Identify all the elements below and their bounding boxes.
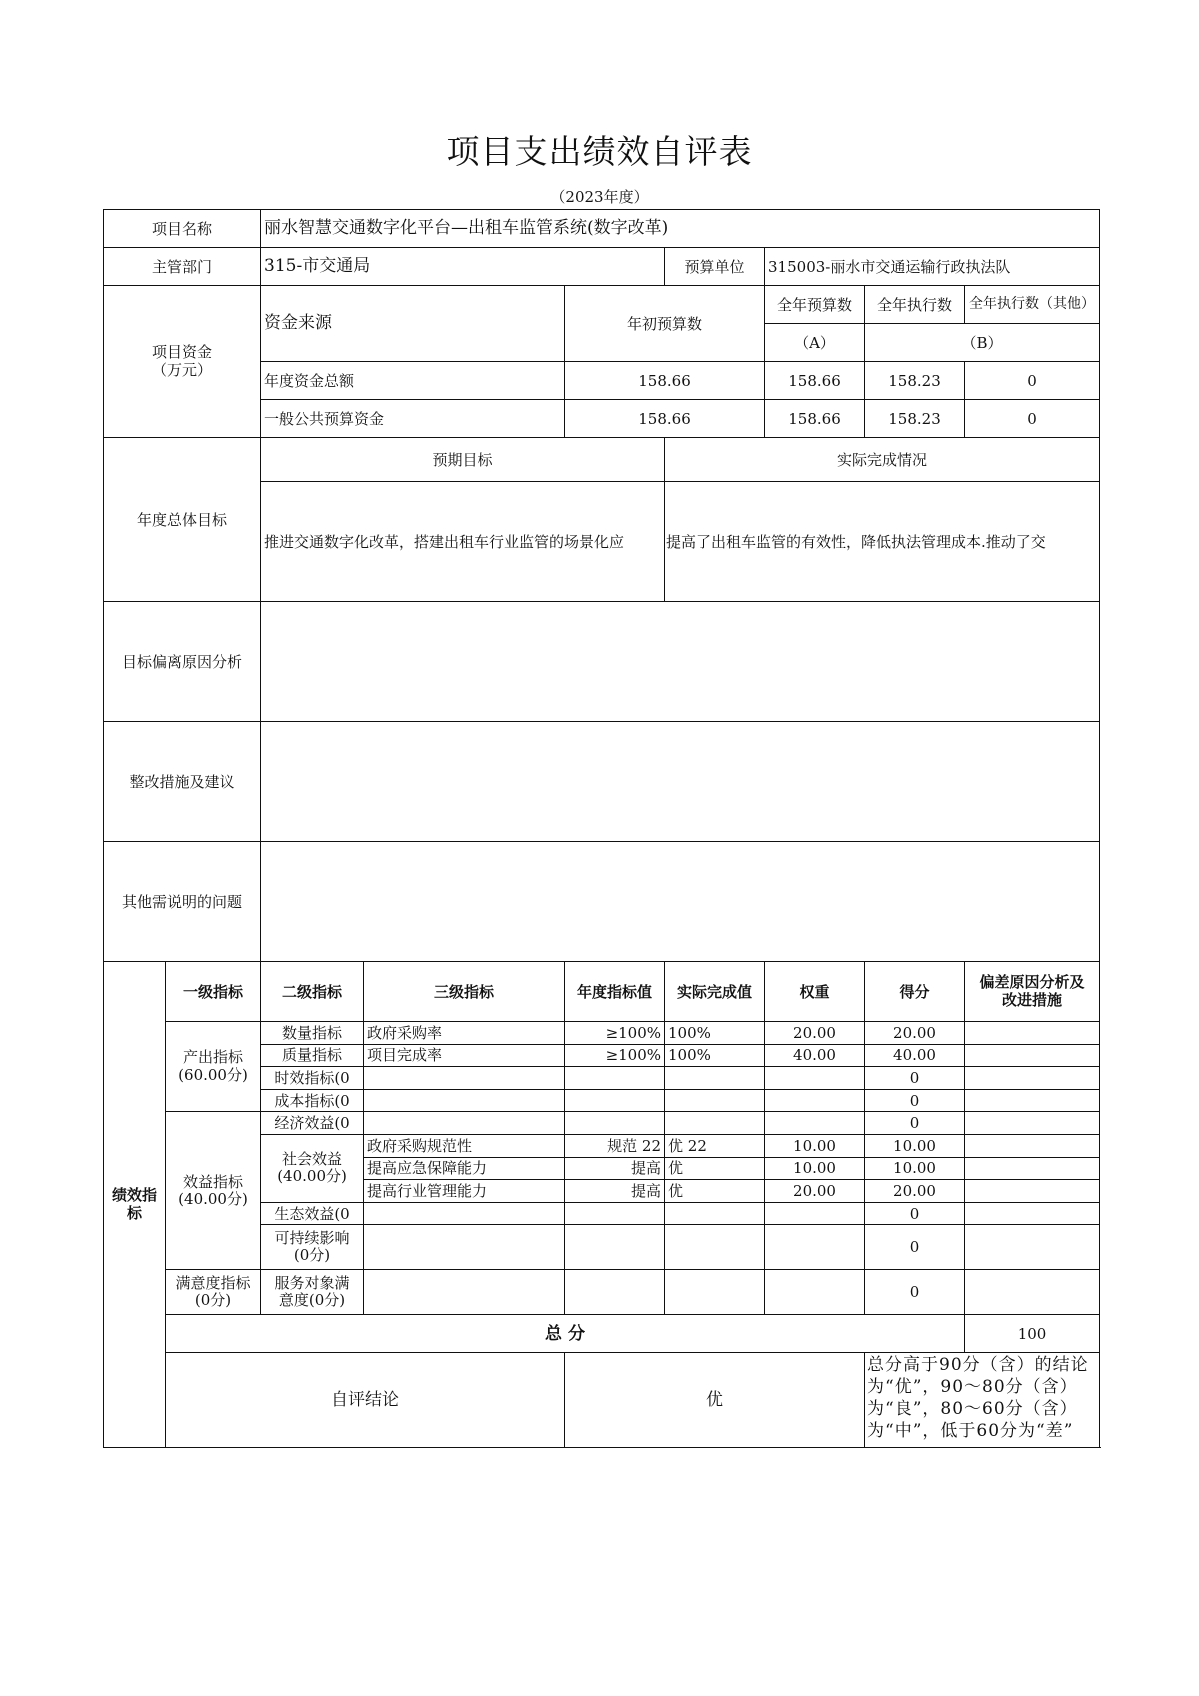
goals-header-row [104, 438, 1100, 482]
weight-value [765, 1270, 865, 1315]
weight-value [765, 1112, 865, 1135]
funds-full-budget: 158.66 [765, 400, 865, 438]
score-value: 40.00 [865, 1044, 965, 1067]
target-value: 规范 22 [565, 1134, 665, 1157]
actual-value [665, 1225, 765, 1270]
sustainable-impact-label-line2: (0分) [293, 1246, 331, 1265]
service-satisfaction-label-line1: 服务对象满 [274, 1274, 350, 1293]
funds-executed: 158.23 [865, 400, 965, 438]
target-value: 提高 [565, 1157, 665, 1180]
deviation-analysis-header-line1: 偏差原因分析及 [979, 973, 1085, 992]
satisfaction-indicator-label-line1: 满意度指标 [175, 1274, 251, 1293]
actual-status-header: 实际完成情况 [665, 438, 1100, 482]
output-indicator-label-line1: 产出指标 [183, 1048, 244, 1067]
indicator-row [104, 1112, 1100, 1135]
deviation-note [965, 1202, 1100, 1225]
funds-full-budget: 158.66 [765, 362, 865, 400]
budget-unit-label: 预算单位 [665, 248, 765, 286]
actual-value [665, 1270, 765, 1315]
department-label: 主管部门 [104, 248, 261, 286]
project-name-value: 丽水智慧交通数字化平台—出租车监管系统(数字改革) [261, 210, 1100, 248]
deviation-note [965, 1067, 1100, 1090]
rectify-text [261, 722, 1100, 842]
level2-indicator: 生态效益(0 [261, 1202, 364, 1225]
funds-source: 年度资金总额 [261, 362, 565, 400]
indicator-row [104, 1022, 1100, 1045]
level3-indicator [364, 1225, 565, 1270]
output-indicator-label-line2: (60.00分) [178, 1065, 248, 1084]
target-value [565, 1067, 665, 1090]
project-name-label: 项目名称 [104, 210, 261, 248]
score-value: 20.00 [865, 1022, 965, 1045]
performance-indicator-label [104, 962, 166, 1448]
project-funds-label-line2: （万元） [152, 360, 213, 379]
level1-header: 一级指标 [166, 962, 261, 1022]
social-benefit-label [261, 1134, 364, 1202]
score-value: 0 [865, 1270, 965, 1315]
actual-value [665, 1089, 765, 1112]
score-header: 得分 [865, 962, 965, 1022]
annual-goal-label: 年度总体目标 [104, 438, 261, 602]
target-value [565, 1089, 665, 1112]
score-value: 10.00 [865, 1134, 965, 1157]
target-value: ≥100% [565, 1022, 665, 1045]
weight-value [765, 1225, 865, 1270]
funds-code-a: （A） [765, 324, 865, 362]
social-benefit-label-line1: 社会效益 [282, 1150, 343, 1169]
target-value [565, 1225, 665, 1270]
weight-value: 10.00 [765, 1134, 865, 1157]
budget-unit-value: 315003-丽水市交通运输行政执法队 [765, 248, 1100, 286]
deviation-text [261, 602, 1100, 722]
deviation-note [965, 1180, 1100, 1203]
level3-indicator: 政府采购规范性 [364, 1134, 565, 1157]
level2-indicator: 质量指标 [261, 1044, 364, 1067]
benefit-indicator-label-line1: 效益指标 [183, 1172, 244, 1191]
weight-value [765, 1089, 865, 1112]
weight-value [765, 1067, 865, 1090]
target-value [565, 1270, 665, 1315]
weight-value [765, 1202, 865, 1225]
funds-code-b: （B） [865, 324, 1100, 362]
total-label: 总 分 [166, 1315, 965, 1353]
deviation-analysis-header [965, 962, 1100, 1022]
actual-value [665, 1067, 765, 1090]
weight-value: 40.00 [765, 1044, 865, 1067]
target-value: 提高 [565, 1180, 665, 1203]
actual-value: 优 [665, 1157, 765, 1180]
other-issues-text [261, 842, 1100, 962]
actual-value: 优 [665, 1180, 765, 1203]
funds-executed: 158.23 [865, 362, 965, 400]
funds-executed-header: 全年执行数 [865, 286, 965, 324]
deviation-note [965, 1134, 1100, 1157]
expected-goal-text: 推进交通数字化改革，搭建出租车行业监管的场景化应 [261, 482, 665, 602]
deviation-note [965, 1157, 1100, 1180]
department-value: 315-市交通局 [261, 248, 665, 286]
conclusion-note: 总分高于90分（含）的结论为“优”，90～80分（含）为“良”，80～60分（含）为“中”，低于60分为“差” [867, 1355, 1089, 1441]
funds-executed-other: 0 [965, 400, 1100, 438]
project-name-row [104, 210, 1100, 248]
score-value: 0 [865, 1089, 965, 1112]
conclusion-value: 优 [565, 1353, 865, 1448]
rectify-row [104, 722, 1100, 842]
score-value: 20.00 [865, 1180, 965, 1203]
actual-value: 优 22 [665, 1134, 765, 1157]
social-benefit-label-line2: (40.00分) [277, 1167, 347, 1186]
total-row [104, 1315, 1100, 1353]
deviation-row [104, 602, 1100, 722]
other-issues-label: 其他需说明的问题 [104, 842, 261, 962]
satisfaction-indicator-label-line2: (0分) [194, 1291, 232, 1310]
output-indicator-label [166, 1022, 261, 1112]
deviation-note [965, 1112, 1100, 1135]
deviation-note [965, 1270, 1100, 1315]
level3-indicator [364, 1112, 565, 1135]
weight-header: 权重 [765, 962, 865, 1022]
page-title: 项目支出绩效自评表 [446, 132, 753, 171]
deviation-analysis-header-line2: 改进措施 [1002, 990, 1063, 1009]
other-issues-row [104, 842, 1100, 962]
score-value: 0 [865, 1067, 965, 1090]
actual-value: 100% [665, 1044, 765, 1067]
level3-indicator [364, 1089, 565, 1112]
total-weight: 100 [965, 1315, 1100, 1353]
benefit-indicator-label [166, 1112, 261, 1270]
actual-value: 100% [665, 1022, 765, 1045]
funds-initial: 158.66 [565, 400, 765, 438]
funds-header-row [104, 286, 1100, 324]
deviation-label: 目标偏离原因分析 [104, 602, 261, 722]
level3-indicator: 提高应急保障能力 [364, 1157, 565, 1180]
level3-indicator: 提高行业管理能力 [364, 1180, 565, 1203]
deviation-note [965, 1044, 1100, 1067]
level2-indicator: 成本指标(0 [261, 1089, 364, 1112]
self-evaluation-table [103, 209, 1100, 1448]
level2-header: 二级指标 [261, 962, 364, 1022]
rectify-label: 整改措施及建议 [104, 722, 261, 842]
deviation-note [965, 1225, 1100, 1270]
level3-indicator: 项目完成率 [364, 1044, 565, 1067]
deviation-note [965, 1089, 1100, 1112]
weight-value: 20.00 [765, 1180, 865, 1203]
score-value: 0 [865, 1112, 965, 1135]
target-value-header: 年度指标值 [565, 962, 665, 1022]
level3-indicator [364, 1202, 565, 1225]
performance-indicator-label-line1: 绩效指 [111, 1186, 157, 1205]
level3-indicator [364, 1067, 565, 1090]
service-satisfaction-label-line2: 意度(0分) [278, 1291, 346, 1310]
funds-executed-other-header: 全年执行数（其他） [965, 286, 1100, 324]
indicator-header-row [104, 962, 1100, 1022]
satisfaction-indicator-label [166, 1270, 261, 1315]
score-value: 10.00 [865, 1157, 965, 1180]
funds-full-budget-header: 全年预算数 [765, 286, 865, 324]
project-funds-label-line1: 项目资金 [152, 343, 213, 362]
sustainable-impact-label-line1: 可持续影响 [274, 1229, 350, 1248]
score-value: 0 [865, 1202, 965, 1225]
report-year: （2023年度） [550, 188, 649, 206]
weight-value: 20.00 [765, 1022, 865, 1045]
funds-initial-header: 年初预算数 [565, 286, 765, 362]
conclusion-row [104, 1353, 1100, 1448]
level3-header: 三级指标 [364, 962, 565, 1022]
conclusion-note-cell [865, 1353, 1100, 1448]
sustainable-impact-label [261, 1225, 364, 1270]
level2-indicator: 数量指标 [261, 1022, 364, 1045]
project-funds-label [104, 286, 261, 438]
actual-value-header: 实际完成值 [665, 962, 765, 1022]
level3-indicator [364, 1270, 565, 1315]
level2-indicator: 时效指标(0 [261, 1067, 364, 1090]
benefit-indicator-label-line2: (40.00分) [178, 1189, 248, 1208]
target-value [565, 1202, 665, 1225]
score-value: 0 [865, 1225, 965, 1270]
funds-source-header: 资金来源 [261, 286, 565, 362]
funds-source: 一般公共预算资金 [261, 400, 565, 438]
target-value [565, 1112, 665, 1135]
actual-value [665, 1202, 765, 1225]
conclusion-label: 自评结论 [166, 1353, 565, 1448]
level3-indicator: 政府采购率 [364, 1022, 565, 1045]
service-satisfaction-label [261, 1270, 364, 1315]
funds-executed-other: 0 [965, 362, 1100, 400]
performance-indicator-label-line2: 标 [126, 1203, 142, 1222]
deviation-note [965, 1022, 1100, 1045]
department-row [104, 248, 1100, 286]
weight-value: 10.00 [765, 1157, 865, 1180]
funds-initial: 158.66 [565, 362, 765, 400]
actual-value [665, 1112, 765, 1135]
expected-goal-header: 预期目标 [261, 438, 665, 482]
target-value: ≥100% [565, 1044, 665, 1067]
actual-status-text: 提高了出租车监管的有效性，降低执法管理成本.推动了交 [665, 482, 1100, 602]
level2-indicator: 经济效益(0 [261, 1112, 364, 1135]
indicator-row [104, 1270, 1100, 1315]
